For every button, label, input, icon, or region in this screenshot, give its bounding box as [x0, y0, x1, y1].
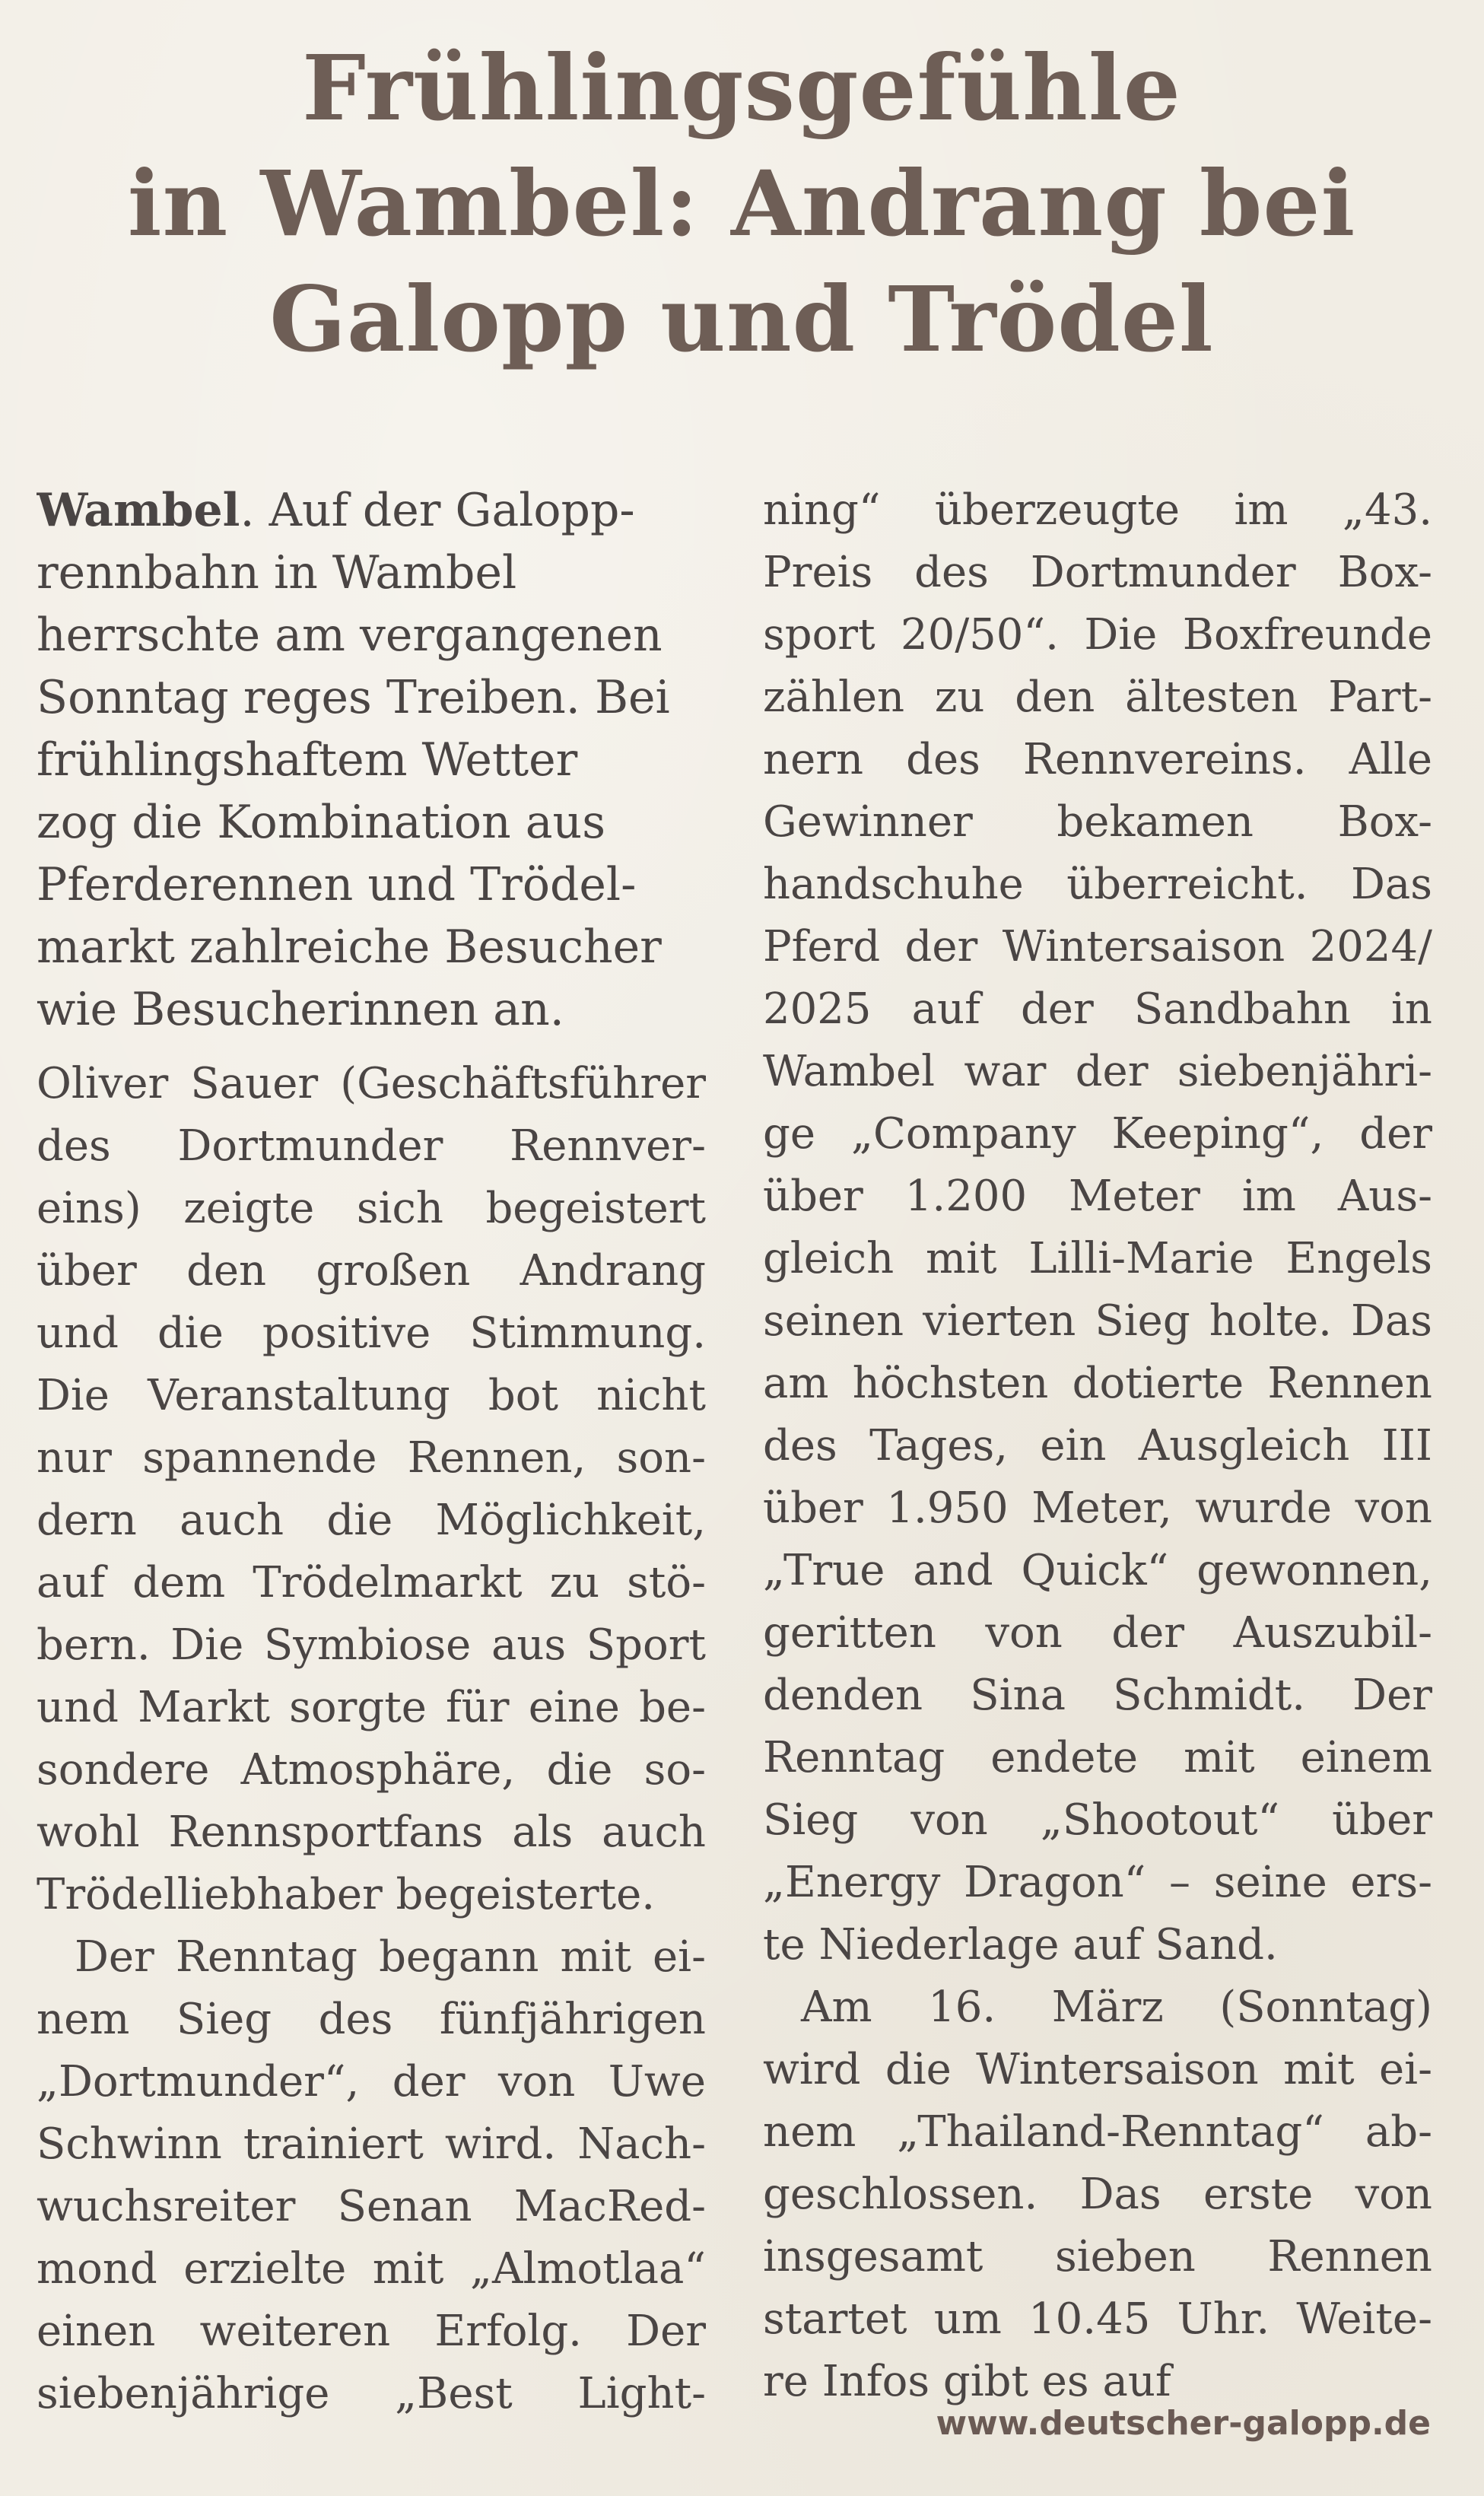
body-line: am höchsten dotierte Rennen: [763, 1359, 1432, 1408]
body-line: Oliver Sauer (Geschäftsführer: [37, 1059, 706, 1108]
lead-text: . Auf der Galopp-: [240, 484, 635, 537]
body-line: „Dortmunder“, der von Uwe: [37, 2057, 706, 2106]
body-line: wuchsreiter Senan MacRed-: [37, 2182, 706, 2231]
body-line: seinen vierten Sieg holte. Das: [763, 1296, 1432, 1346]
body-line: Renntag endete mit einem: [763, 1733, 1432, 1782]
body-line: handschuhe überreicht. Das: [763, 860, 1432, 909]
body-line: sport 20/50“. Die Boxfreunde: [763, 610, 1432, 660]
body-line: und die positive Stimmung.: [37, 1308, 706, 1358]
lead-line: Pferderennen und Trödel-: [37, 858, 637, 911]
article-body: [37, 479, 1447, 2427]
body-line: geritten von der Auszubil-: [763, 1608, 1432, 1658]
lead-line: Sonntag reges Treiben. Bei: [37, 671, 670, 724]
lead-line: markt zahlreiche Besucher: [37, 920, 662, 974]
body-line: geschlossen. Das erste von: [763, 2170, 1432, 2219]
body-line: nem Sieg des fünfjährigen: [37, 1995, 706, 2044]
lead-line: herrschte am vergangenen: [37, 609, 663, 662]
right-column: [763, 479, 1432, 2413]
body-line: Trödelliebhaber begeisterte.: [37, 1870, 656, 1919]
headline-line: in Wambel: Andrang bei: [127, 151, 1356, 256]
body-line: „True and Quick“ gewonnen,: [763, 1546, 1432, 1595]
body-line: nern des Rennvereins. Alle: [763, 735, 1432, 784]
body-line: sondere Atmosphäre, die so-: [37, 1745, 706, 1795]
body-line: Wambel war der siebenjähri-: [763, 1047, 1432, 1096]
body-line: startet um 10.45 Uhr. Weite-: [763, 2294, 1432, 2344]
left-column: [37, 479, 706, 2425]
body-line: 2025 auf der Sandbahn in: [763, 984, 1432, 1034]
body-line: „Energy Dragon“ – seine ers-: [763, 1858, 1432, 1907]
body-line: über 1.950 Meter, wurde von: [763, 1483, 1432, 1533]
body-line: des Dortmunder Rennver-: [37, 1121, 706, 1171]
lead-line: wie Besucherinnen an.: [37, 983, 564, 1036]
body-line: nur spannende Rennen, son-: [37, 1433, 706, 1483]
body-line: über 1.200 Meter im Aus-: [763, 1172, 1432, 1221]
body-line: re Infos gibt es auf: [763, 2357, 1171, 2406]
body-line: mond erzielte mit „Almotlaa“: [37, 2244, 706, 2294]
body-line: Sieg von „Shootout“ über: [763, 1795, 1432, 1845]
lead-line: frühlingshaftem Wetter: [37, 733, 578, 787]
body-line: wohl Rennsportfans als auch: [37, 1808, 706, 1857]
body-line: auf dem Trödelmarkt zu stö-: [37, 1558, 706, 1607]
body-line: bern. Die Symbiose aus Sport: [37, 1620, 706, 1670]
lead-line: zog die Kombination aus: [37, 796, 605, 849]
body-line: ge „Company Keeping“, der: [763, 1109, 1432, 1159]
website-url: www.deutscher-galopp.de: [936, 2404, 1431, 2443]
lead-line: rennbahn in Wambel: [37, 546, 517, 599]
dateline: Wambel: [37, 484, 240, 537]
lead-paragraph: [37, 479, 706, 1041]
body-line: zählen zu den ältesten Part-: [763, 672, 1432, 722]
body-line: Preis des Dortmunder Box-: [763, 548, 1432, 597]
paragraph-boxsport: [763, 479, 1432, 1976]
body-line: denden Sina Schmidt. Der: [763, 1671, 1432, 1720]
body-line: Der Renntag begann mit ei-: [75, 1932, 706, 1982]
body-line: dern auch die Möglichkeit,: [37, 1496, 706, 1545]
body-line: insgesamt sieben Rennen: [763, 2232, 1432, 2281]
body-line: Gewinner bekamen Box-: [763, 797, 1432, 847]
body-line: einen weiteren Erfolg. Der: [37, 2307, 706, 2356]
headline: [46, 30, 1438, 377]
body-line: Pferd der Wintersaison 2024/: [763, 922, 1432, 971]
body-line: te Niederlage auf Sand.: [763, 1920, 1278, 1970]
body-line: und Markt sorgte für eine be-: [37, 1683, 706, 1732]
paragraph-thailand: [763, 1976, 1432, 2413]
body-line: über den großen Andrang: [37, 1246, 706, 1296]
body-line: gleich mit Lilli-Marie Engels: [763, 1234, 1432, 1283]
body-line: Schwinn trainiert wird. Nach-: [37, 2119, 706, 2169]
paragraph-renntag: [37, 1926, 706, 2425]
headline-line: Frühlingsgefühle: [302, 35, 1181, 141]
body-line: wird die Wintersaison mit ei-: [763, 2045, 1432, 2094]
body-line: des Tages, ein Ausgleich III: [763, 1421, 1432, 1471]
body-line: nem „Thailand-Renntag“ ab-: [763, 2107, 1432, 2157]
paragraph-sauer: [37, 1053, 706, 1926]
headline-line: Galopp und Trödel: [269, 266, 1214, 372]
lead-line-first: [37, 479, 706, 542]
body-line: siebenjährige „Best Light-: [37, 2369, 706, 2418]
body-line: ning“ überzeugte im „43.: [763, 485, 1432, 535]
body-line: Die Veranstaltung bot nicht: [37, 1371, 706, 1420]
body-line: eins) zeigte sich begeistert: [37, 1184, 706, 1233]
body-line: Am 16. März (Sonntag): [801, 1982, 1432, 2032]
